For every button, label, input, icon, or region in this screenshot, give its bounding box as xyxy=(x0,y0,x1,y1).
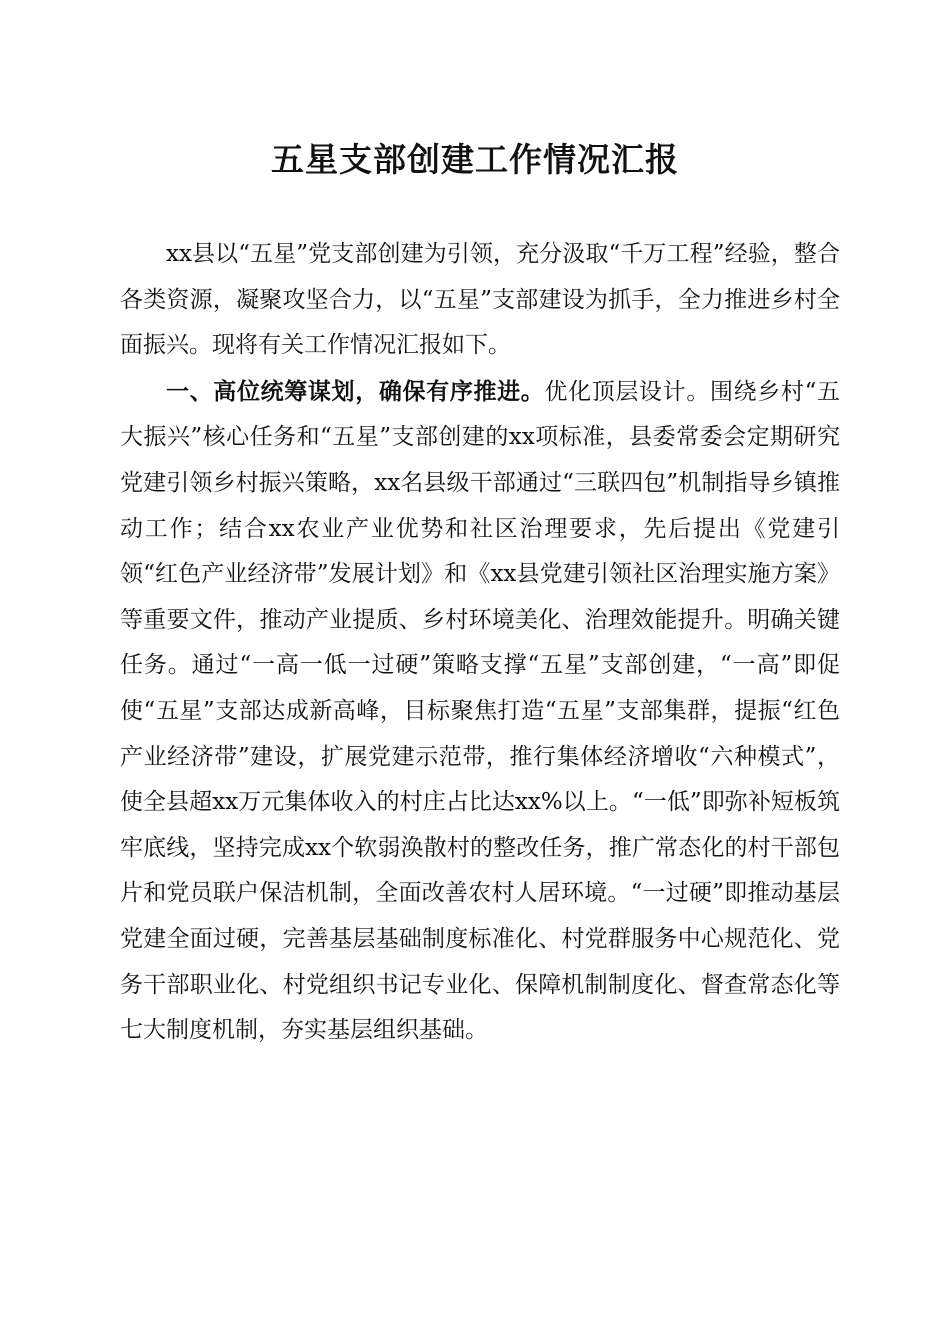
section-1-heading: 一、高位统筹谋划，确保有序推进。 xyxy=(166,377,545,405)
document-body xyxy=(120,232,840,1054)
document-title: 五星支部创建工作情况汇报 xyxy=(271,140,679,179)
intro-paragraph: xx县以“五星”党支部创建为引领，充分汲取“千万工程”经验，整合各类资源，凝聚攻坚合力，以“五星”支部建设为抓手，全力推进乡村全面振兴。现将有关工作情况汇报如下。 xyxy=(120,241,840,359)
section-1-paragraph xyxy=(120,369,840,1054)
section-1-text: 优化顶层设计。围绕乡村“五大振兴”核心任务和“五星”支部创建的xx项标准，县委常委会定期研究党建引领乡村振兴策略，xx名县级干部通过“三联四包”机制指导乡镇推动工作；结合xx农业产业优势和社区治理要求，先后提出《党建引领“红色产业经济带”发展计划》和《xx县党建引领社区治理实施方案》等重要文件，推动产业提质、乡村环境美化、治理效能提升。明确关键任务。通过“一高一低一过硬”策略支撑“五星”支部创建，“一高”即促使“五星”支部达成新高峰，目标聚焦打造“五星”支部集群，提振“红色产业经济带”建设，扩展党建示范带，推行集体经济增收“六种模式”，使全县超xx万元集体收入的村庄占比达xx%以上。“一低”即弥补短板筑牢底线，坚持完成xx个软弱涣散村的整改任务，推广常态化的村干部包片和党员联户保洁机制，全面改善农村人居环境。“一过硬”即推动基层党建全面过硬，完善基层基础制度标准化、村党群服务中心规范化、党务干部职业化、村党组织书记专业化、保障机制制度化、督查常态化等七大制度机制，夯实基层组织基础。 xyxy=(120,378,840,1044)
